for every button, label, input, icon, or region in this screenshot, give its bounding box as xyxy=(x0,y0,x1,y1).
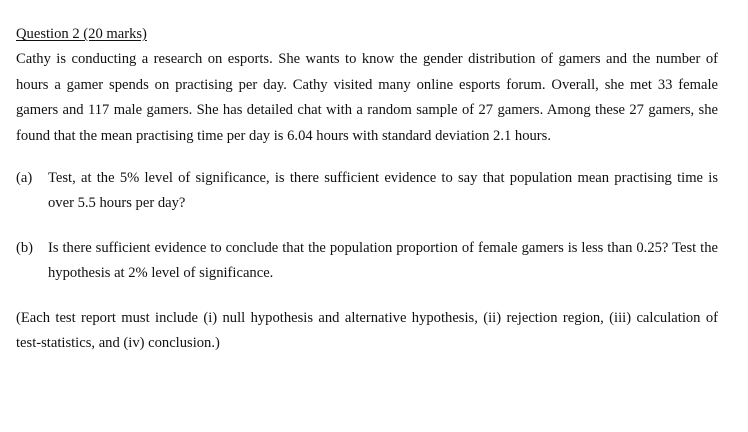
part-b-text: Is there sufficient evidence to conclude that the population proportion of female gamers is less than 0.25? Test the hypothesis at 2% level of significance. xyxy=(48,239,718,282)
part-a-text: Test, at the 5% level of significance, is there sufficient evidence to say that population mean practising time is over 5.5 hours per day? xyxy=(48,170,718,212)
question-title: Question 2 (20 marks) xyxy=(16,26,147,42)
part-a-label: (a) xyxy=(16,170,33,187)
part-a xyxy=(16,166,718,217)
test-report-note: (Each test report must include (i) null hypothesis and alternative hypothesis, (ii) rejection region, (iii) calculation of test-statistics, and (iv) conclusion.) xyxy=(16,309,718,352)
part-b-label: (b) xyxy=(16,239,34,256)
question-intro: Cathy is conducting a research on esports. She wants to know the gender distribution of gamers and the number of hours a gamer spends on practising per day. Cathy visited many online esports forum. Overall, she met 33 female gamers and 117 male gamers. She has detailed chat with a random sample of 27 gamers. Among these 27 gamers, she found that the mean practising time per day is 6.04 hours with standard deviation 2.1 hours. xyxy=(16,51,718,144)
part-b xyxy=(16,236,718,287)
question-document xyxy=(16,22,718,356)
